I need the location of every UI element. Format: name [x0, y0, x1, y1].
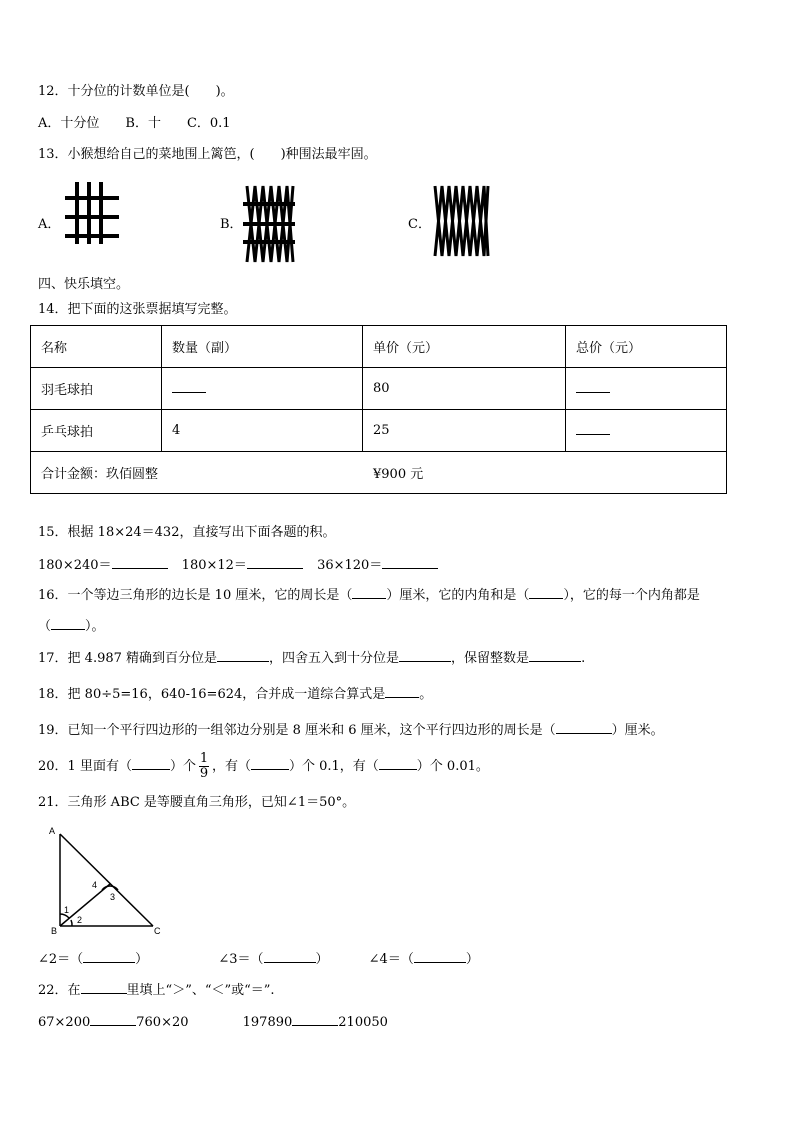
q16-line-2	[38, 617, 105, 636]
row-unit-price: 80	[363, 368, 566, 410]
answer-blank	[172, 380, 206, 393]
q16-text: 16．一个等边三角形的边长是 10 厘米，它的周长是（	[38, 588, 353, 603]
q13-option-b-label: B．	[220, 217, 243, 232]
q16-line-1	[38, 586, 700, 605]
triangle-abc-diagram	[40, 822, 170, 940]
table-header-row	[31, 326, 727, 368]
angle-2-label: 2	[77, 915, 83, 925]
q20-text: ）个	[169, 759, 196, 774]
comparison-2-right: 210050	[338, 1015, 388, 1030]
answer-blank[interactable]	[399, 649, 451, 662]
header-unit-price: 单价（元）	[363, 326, 566, 368]
q16-text: （	[38, 619, 52, 634]
q21-text: ）	[315, 952, 329, 967]
row-unit-price: 25	[363, 410, 566, 452]
answer-blank[interactable]	[529, 649, 581, 662]
angle-4-label: 4	[92, 880, 98, 890]
row-name: 乒乓球拍	[31, 410, 162, 452]
answer-blank[interactable]	[292, 1013, 338, 1026]
q13-stem: 13．小猴想给自己的菜地围上篱笆，( )种围法最牢固。	[38, 147, 377, 162]
row-name: 羽毛球拍	[31, 368, 162, 410]
fraction-numerator: 1	[199, 751, 209, 766]
q17-text: ，四舍五入到十分位是	[269, 651, 400, 666]
answer-blank[interactable]	[352, 586, 386, 599]
q14-stem: 14．把下面的这张票据填写完整。	[38, 302, 237, 317]
fence-diamond-b-icon	[243, 184, 295, 264]
q18-line	[38, 685, 432, 704]
q22-comparisons	[38, 1013, 388, 1032]
q22-text: 22．在	[38, 983, 81, 998]
header-name: 名称	[31, 326, 162, 368]
q20-line	[38, 752, 489, 781]
q16-text: ）厘米，它的内角和是（	[386, 588, 530, 603]
row-quantity-blank[interactable]	[162, 368, 363, 410]
row-total-blank[interactable]	[566, 368, 727, 410]
answer-blank[interactable]	[414, 950, 466, 963]
answer-blank[interactable]	[83, 950, 135, 963]
table-row	[31, 410, 727, 452]
answer-blank[interactable]	[379, 757, 417, 770]
header-quantity: 数量（副）	[162, 326, 363, 368]
answer-blank[interactable]	[556, 721, 612, 734]
angle-3-answer: ∠3＝（	[218, 952, 264, 967]
q15-item-1: 180×240＝	[38, 558, 112, 573]
q17-text: .	[581, 651, 586, 666]
q20-text: 20．1 里面有（	[38, 759, 132, 774]
q16-text: ）。	[85, 619, 105, 634]
q20-text: ）个 0.01。	[416, 759, 489, 774]
q19-line	[38, 721, 664, 740]
q17-text: ，保留整数是	[451, 651, 530, 666]
q21-text: ）	[135, 952, 149, 967]
q18-text: 18．把 80÷5=16，640-16=624，合并成一道综合算式是	[38, 687, 386, 702]
table-total-row	[31, 452, 727, 494]
answer-blank	[576, 380, 610, 393]
table-row	[31, 368, 727, 410]
answer-blank[interactable]	[51, 617, 85, 630]
q12-stem: 12．十分位的计数单位是( )。	[38, 84, 234, 99]
header-total-price: 总价（元）	[566, 326, 727, 368]
q20-text: ，有（	[211, 759, 251, 774]
q17-line	[38, 649, 585, 668]
vertex-a-label: A	[49, 826, 56, 836]
angle-1-label: 1	[64, 905, 70, 915]
angle-4-answer: ∠4＝（	[368, 952, 414, 967]
answer-blank[interactable]	[385, 685, 419, 698]
comparison-1-right: 760×20	[136, 1015, 189, 1030]
ticket-table	[30, 325, 727, 494]
q17-text: 17．把 4.987 精确到百分位是	[38, 651, 218, 666]
answer-blank[interactable]	[112, 556, 168, 569]
answer-blank[interactable]	[382, 556, 438, 569]
q22-stem	[38, 981, 275, 1000]
answer-blank[interactable]	[90, 1013, 136, 1026]
q19-text: ）厘米。	[611, 723, 664, 738]
vertex-c-label: C	[154, 926, 161, 936]
q15-stem: 15．根据 18×24＝432，直接写出下面各题的积。	[38, 525, 336, 540]
total-cell	[31, 452, 727, 494]
comparison-1-left: 67×200	[38, 1015, 91, 1030]
answer-blank	[576, 422, 610, 435]
q22-text: 里填上“＞”、“＜”或“＝”.	[126, 983, 275, 998]
total-value: ¥900 元	[373, 467, 424, 482]
answer-blank	[81, 981, 127, 994]
fraction-denominator: 9	[199, 766, 209, 781]
q13-option-c-label: C．	[408, 217, 431, 232]
vertex-b-label: B	[51, 926, 58, 936]
q18-text: 。	[419, 687, 433, 702]
answer-blank[interactable]	[217, 649, 269, 662]
fence-grid-a-icon	[63, 180, 121, 246]
q21-text: ）	[465, 952, 479, 967]
section-four-title: 四、快乐填空。	[38, 277, 130, 292]
angle-2-answer: ∠2＝（	[38, 952, 84, 967]
total-label: 合计金额：玖佰圆整	[41, 467, 159, 482]
q19-text: 19．已知一个平行四边形的一组邻边分别是 8 厘米和 6 厘米，这个平行四边形的周长是（	[38, 723, 556, 738]
row-total-blank[interactable]	[566, 410, 727, 452]
fence-diamond-c-icon	[432, 184, 490, 258]
q21-stem: 21．三角形 ABC 是等腰直角三角形，已知∠1＝50°。	[38, 795, 356, 810]
q15-items	[38, 556, 438, 575]
q20-text: ）个 0.1，有（	[288, 759, 379, 774]
answer-blank[interactable]	[251, 757, 289, 770]
q15-item-2: 180×12＝	[181, 558, 247, 573]
comparison-2-left: 197890	[242, 1015, 293, 1030]
q16-text: ），它的每一个内角都是	[563, 588, 700, 603]
angle-3-label: 3	[110, 892, 116, 902]
fraction-one-ninth	[199, 752, 209, 781]
q21-answers	[38, 950, 479, 969]
q15-item-3: 36×120＝	[317, 558, 383, 573]
answer-blank[interactable]	[529, 586, 563, 599]
row-quantity: 4	[162, 410, 363, 452]
q13-option-a-label: A．	[38, 217, 61, 232]
answer-blank[interactable]	[247, 556, 303, 569]
q12-options: A．十分位 B．十 C．0.1	[38, 116, 231, 131]
answer-blank[interactable]	[264, 950, 316, 963]
answer-blank[interactable]	[132, 757, 170, 770]
